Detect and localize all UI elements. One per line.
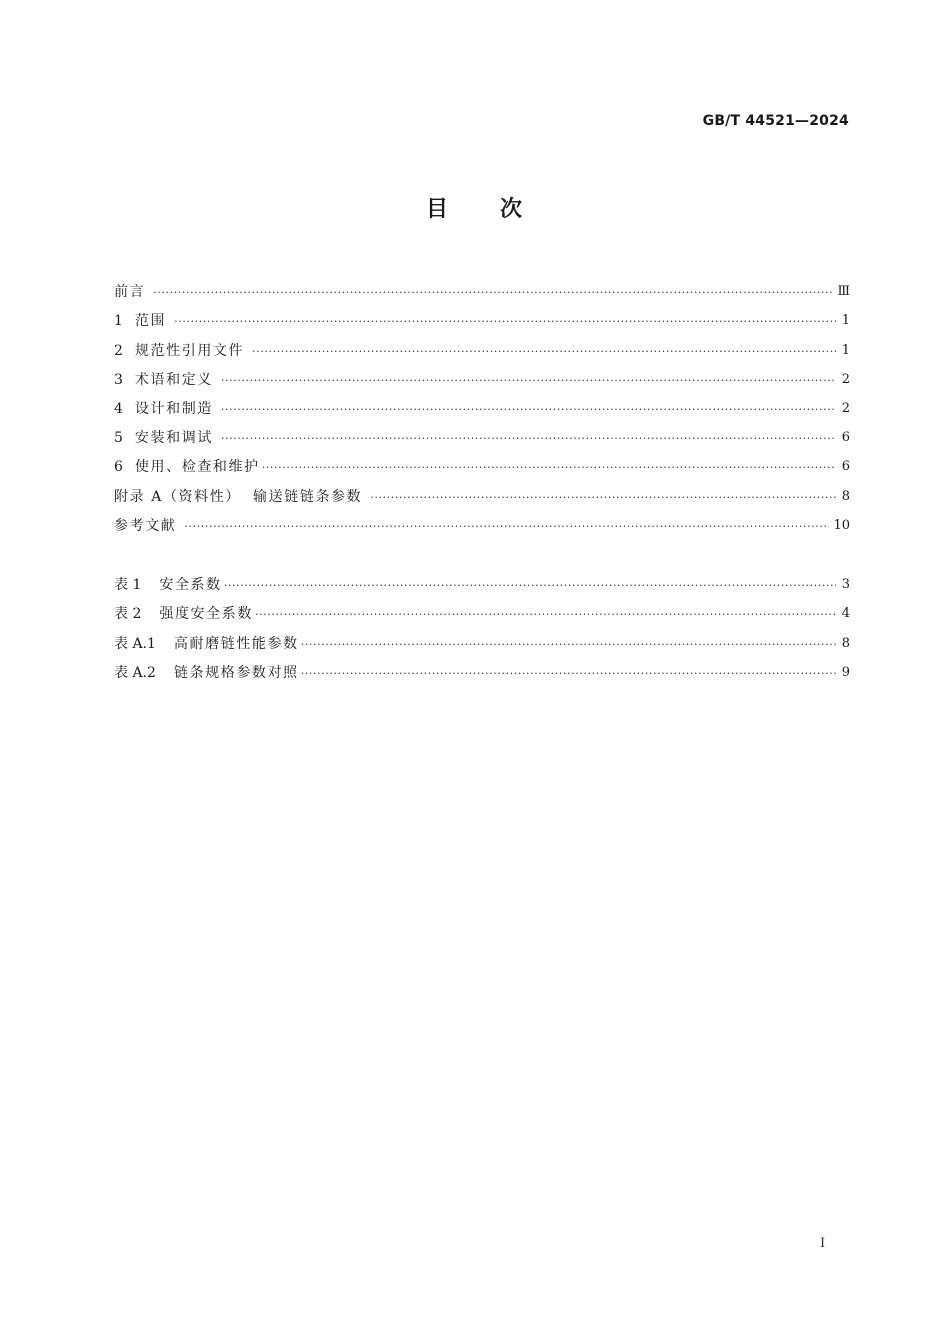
toc-item-label: 前言 xyxy=(114,284,146,301)
toc-item-design-manufacture[interactable] xyxy=(114,390,850,419)
table-item-page: 3 xyxy=(841,577,850,593)
toc-item-label: 4 设计和制造 xyxy=(114,400,213,417)
page-title-part2: 次 xyxy=(500,197,525,222)
toc-item-label: 5 安装和调试 xyxy=(114,430,213,447)
toc-item-terms-definitions[interactable] xyxy=(114,361,850,390)
table-item-a1[interactable] xyxy=(114,624,850,653)
toc-item-page: 1 xyxy=(841,342,850,358)
toc-item-label: 附录 A（资料性） 输送链链条参数 xyxy=(114,488,363,505)
toc-item-page: 6 xyxy=(841,459,850,475)
toc-item-page: 8 xyxy=(841,488,850,504)
page-title xyxy=(0,192,950,223)
toc-leader-dots xyxy=(184,518,829,536)
toc-item-page: 2 xyxy=(841,371,850,387)
table-item-label: 表 A.1 高耐磨链性能参数 xyxy=(114,635,299,652)
standard-number: GB/T 44521—2024 xyxy=(702,113,849,129)
toc-leader-dots xyxy=(301,636,836,654)
toc-item-label: 2 规范性引用文件 xyxy=(114,342,245,359)
toc-leader-dots xyxy=(370,489,836,507)
table-item-2[interactable] xyxy=(114,595,850,624)
page-title-part1: 目 xyxy=(425,197,450,222)
toc-leader-dots xyxy=(153,284,833,302)
toc-item-installation[interactable] xyxy=(114,419,850,448)
table-item-1[interactable] xyxy=(114,566,850,595)
toc-item-normative-references[interactable] xyxy=(114,331,850,360)
table-item-label: 表 2 强度安全系数 xyxy=(114,606,253,623)
toc-item-page: 10 xyxy=(833,517,850,533)
toc-leader-dots xyxy=(262,459,836,477)
toc-item-bibliography[interactable] xyxy=(114,507,850,536)
toc-item-annex-a[interactable] xyxy=(114,477,850,506)
table-item-page: 4 xyxy=(841,606,850,622)
toc-item-page: 6 xyxy=(841,430,850,446)
toc-item-label: 参考文献 xyxy=(114,517,177,534)
toc-item-use-inspection[interactable] xyxy=(114,448,850,477)
table-item-a2[interactable] xyxy=(114,654,850,683)
table-item-page: 8 xyxy=(841,635,850,651)
toc-list xyxy=(114,273,850,536)
toc-leader-dots xyxy=(224,577,836,595)
table-list xyxy=(114,566,850,683)
table-item-label: 表 1 安全系数 xyxy=(114,577,222,594)
toc-leader-dots xyxy=(301,665,836,683)
toc-item-label: 3 术语和定义 xyxy=(114,371,213,388)
toc-item-scope[interactable] xyxy=(114,302,850,331)
table-item-page: 9 xyxy=(841,664,850,680)
toc-leader-dots xyxy=(174,313,836,331)
toc-item-page: Ⅲ xyxy=(837,284,850,300)
toc-leader-dots xyxy=(221,430,836,448)
page-folio: Ⅰ xyxy=(820,1236,826,1251)
toc-item-label: 6 使用、检查和维护 xyxy=(114,459,260,476)
toc-item-label: 1 范围 xyxy=(114,313,167,330)
toc-leader-dots xyxy=(221,372,836,390)
toc-item-foreword[interactable] xyxy=(114,273,850,302)
toc-leader-dots xyxy=(252,343,836,361)
toc-item-page: 1 xyxy=(841,313,850,329)
table-item-label: 表 A.2 链条规格参数对照 xyxy=(114,664,299,681)
toc-leader-dots xyxy=(255,606,836,624)
toc-leader-dots xyxy=(221,401,836,419)
toc-item-page: 2 xyxy=(841,400,850,416)
